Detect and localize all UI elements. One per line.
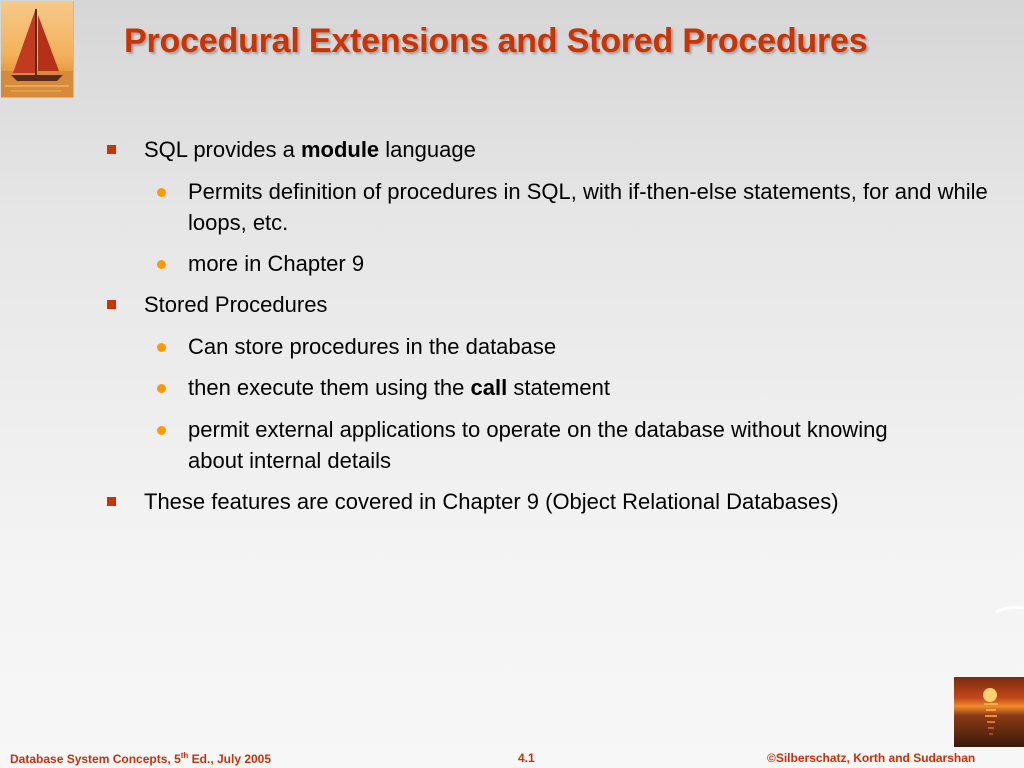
slide-title: Procedural Extensions and Stored Procedures	[124, 22, 868, 60]
square-bullet-icon	[107, 497, 116, 506]
round-bullet-icon	[157, 426, 166, 435]
round-bullet-icon	[157, 343, 166, 352]
square-bullet-icon	[107, 145, 116, 154]
sunset-image	[954, 677, 1024, 747]
slide-footer	[0, 746, 1024, 768]
decorative-swoosh	[994, 602, 1024, 616]
square-bullet-icon	[107, 300, 116, 309]
footer-copyright: ©Silberschatz, Korth and Sudarshan	[767, 751, 976, 765]
round-bullet-icon	[157, 188, 166, 197]
subbullet-text: more in Chapter 9	[188, 251, 365, 276]
round-bullet-icon	[157, 260, 166, 269]
subbullet-text: Can store procedures in the database	[188, 334, 557, 359]
subbullet-text: then execute them using the call statement	[188, 375, 610, 400]
bullet-text: These features are covered in Chapter 9 (Object Relational Databases)	[144, 489, 839, 514]
bullet-text: Stored Procedures	[144, 292, 328, 317]
module-keyword: module	[300, 137, 380, 162]
bullet-text: SQL provides a module language	[144, 137, 476, 162]
subbullet-text: permit external applications to operate on the database without knowing about internal details	[188, 417, 888, 473]
round-bullet-icon	[157, 384, 166, 393]
footer-book-info: Database System Concepts, 5th Ed., July 2005	[10, 751, 272, 766]
footer-slide-number: 4.1	[518, 751, 535, 765]
call-keyword: call	[470, 375, 508, 400]
subbullet-text: Permits definition of procedures in SQL, with if-then-else statements, for and while loops, etc.	[188, 179, 988, 235]
